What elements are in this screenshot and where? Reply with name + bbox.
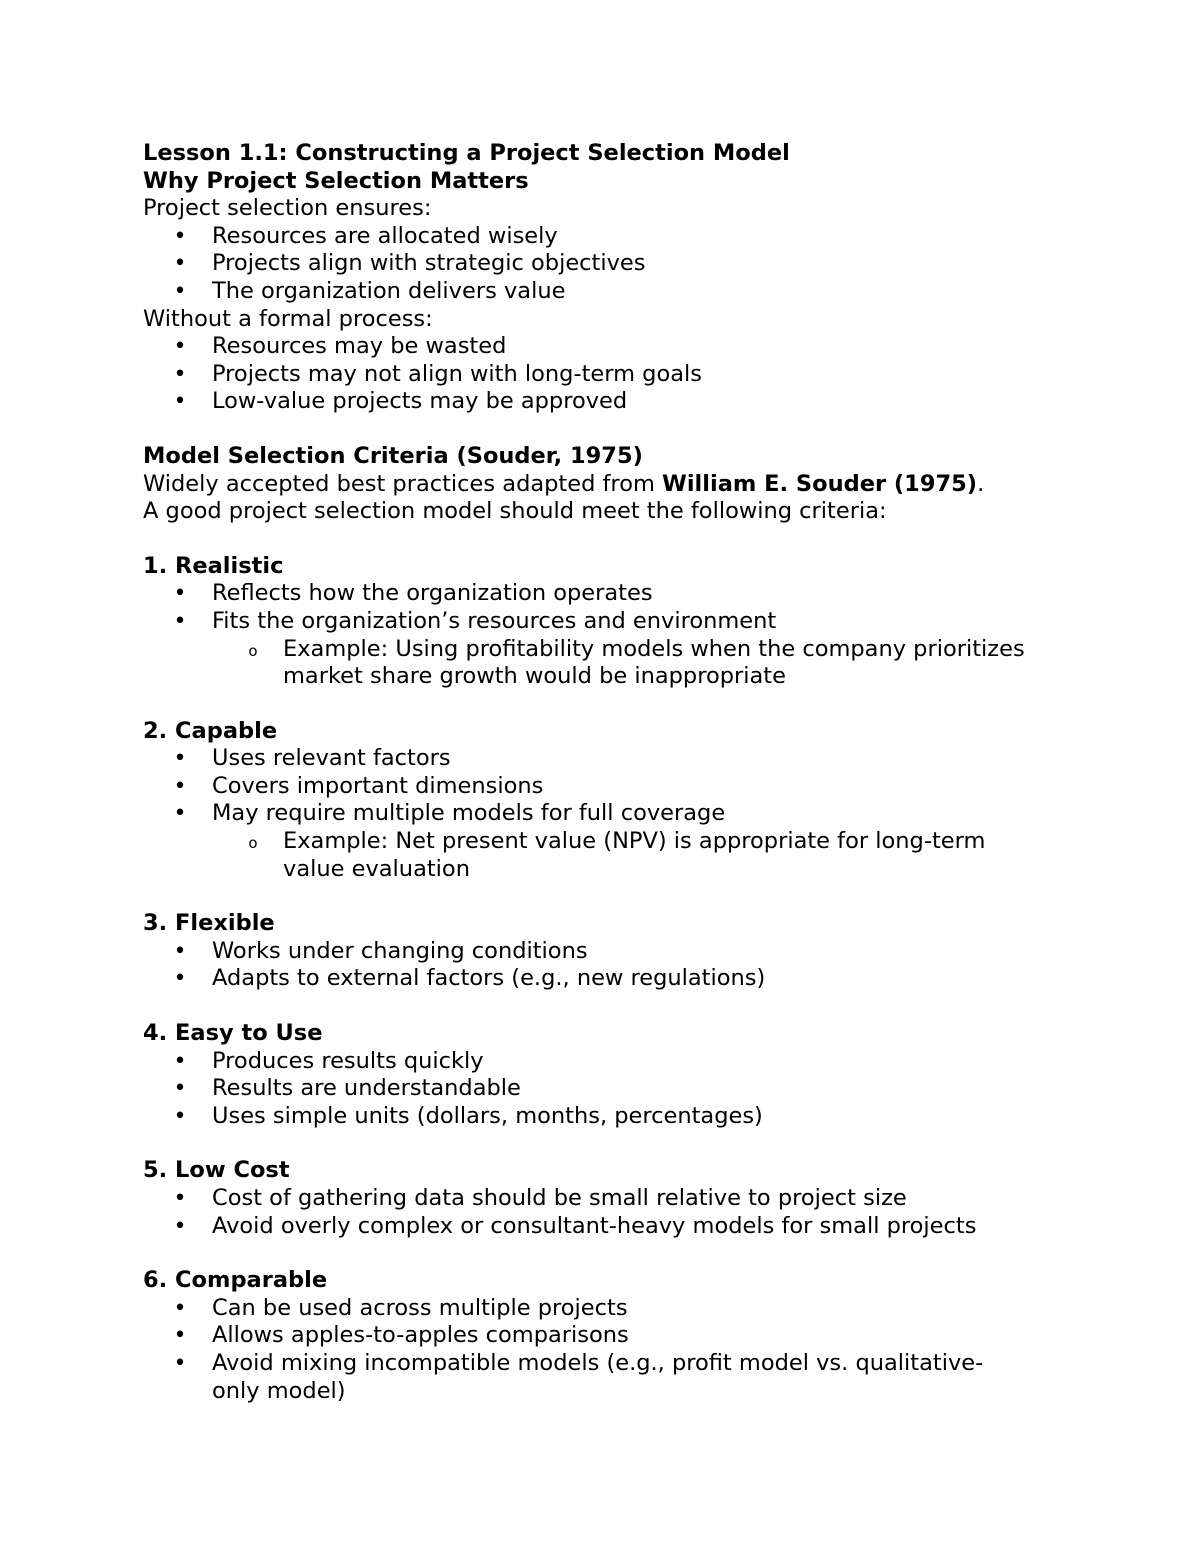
souder-citation: William E. Souder (1975)	[662, 470, 978, 497]
sub-list-item: o Example: Net present value (NPV) is appropriate for long-term	[143, 828, 1083, 856]
spacer	[143, 416, 1083, 443]
list-item: • Allows apples-to-apples comparisons	[173, 1322, 629, 1349]
document-title: Lesson 1.1: Constructing a Project Selection Model	[143, 140, 790, 166]
bullet-icon: •	[173, 1048, 187, 1074]
list-item: • Projects align with strategic objectives	[173, 250, 646, 277]
bullet-icon: •	[173, 1295, 187, 1321]
bullet-icon: •	[173, 773, 187, 799]
list-item: • Results are understandable	[173, 1075, 521, 1102]
list-item: • May require multiple models for full coverage	[173, 800, 726, 827]
bullet-icon: •	[173, 801, 187, 827]
list-item: • Low-value projects may be approved	[173, 388, 628, 415]
bullet-icon: •	[173, 223, 187, 249]
list-item: • Uses relevant factors	[173, 745, 451, 772]
list-item: • Reflects how the organization operates	[173, 580, 653, 607]
document-page	[143, 140, 1083, 1405]
list-item: • Fits the organization’s resources and environment	[173, 607, 777, 634]
bullet-icon: •	[173, 966, 187, 992]
list-item-continuation: only model)	[212, 1377, 346, 1404]
spacer	[143, 1130, 1083, 1157]
spacer	[143, 883, 1083, 910]
bullet-icon: •	[173, 1103, 187, 1129]
spacer	[143, 526, 1083, 553]
bullet-icon: •	[173, 1213, 187, 1239]
bullet-icon: •	[173, 278, 187, 304]
criteria-intro-2: A good project selection model should meet the following criteria:	[143, 498, 887, 525]
list-item: • The organization delivers value	[173, 277, 566, 304]
criteria-heading: Model Selection Criteria (Souder, 1975)	[143, 442, 643, 469]
spacer	[143, 691, 1083, 718]
list-item: • Covers important dimensions	[173, 772, 544, 799]
list-item: • Avoid mixing incompatible models (e.g., profit model vs. qualitative-	[173, 1349, 984, 1376]
list-item: • Can be used across multiple projects	[173, 1294, 628, 1321]
criterion-heading: 5. Low Cost	[143, 1157, 290, 1184]
criteria-intro: Widely accepted best practices adapted from William E. Souder (1975).	[143, 470, 985, 497]
list-item: • Resources are allocated wisely	[173, 222, 558, 249]
list-item: • Produces results quickly	[173, 1047, 484, 1074]
why-heading: Why Project Selection Matters	[143, 167, 529, 194]
list-item: • Works under changing conditions	[173, 937, 588, 964]
circle-bullet-icon: o	[248, 834, 258, 853]
list-item: • Projects may not align with long-term goals	[173, 360, 702, 387]
ensures-intro: Project selection ensures:	[143, 195, 432, 222]
bullet-icon: •	[173, 334, 187, 360]
bullet-icon: •	[173, 608, 187, 634]
bullet-icon: •	[173, 746, 187, 772]
criterion-heading: 4. Easy to Use	[143, 1020, 323, 1047]
criterion-heading: 3. Flexible	[143, 910, 275, 937]
bullet-icon: •	[173, 251, 187, 277]
bullet-icon: •	[173, 938, 187, 964]
sub-list-item-continuation: market share growth would be inappropriate	[283, 663, 786, 690]
bullet-icon: •	[173, 389, 187, 415]
list-item: • Avoid overly complex or consultant-heavy models for small projects	[173, 1212, 977, 1239]
spacer	[143, 993, 1083, 1020]
bullet-icon: •	[173, 361, 187, 387]
circle-bullet-icon: o	[248, 641, 258, 660]
bullet-icon: •	[173, 1186, 187, 1211]
list-item: • Adapts to external factors (e.g., new regulations)	[173, 965, 766, 992]
sub-list-item-continuation: value evaluation	[283, 855, 470, 882]
list-item: • Resources may be wasted	[173, 333, 507, 360]
bullet-icon: •	[173, 1076, 187, 1102]
spacer	[143, 1240, 1083, 1267]
bullet-icon: •	[173, 1350, 187, 1376]
without-intro: Without a formal process:	[143, 305, 433, 332]
criterion-heading: 1. Realistic	[143, 552, 284, 579]
sub-list-item: o Example: Using profitability models when the company prioritizes	[143, 636, 1083, 664]
bullet-icon: •	[173, 581, 187, 607]
criterion-heading: 6. Comparable	[143, 1267, 328, 1294]
criterion-heading: 2. Capable	[143, 717, 278, 744]
list-item: • Uses simple units (dollars, months, percentages)	[173, 1102, 763, 1129]
list-item: • Cost of gathering data should be small relative to project size	[173, 1185, 907, 1211]
bullet-icon: •	[173, 1323, 187, 1349]
